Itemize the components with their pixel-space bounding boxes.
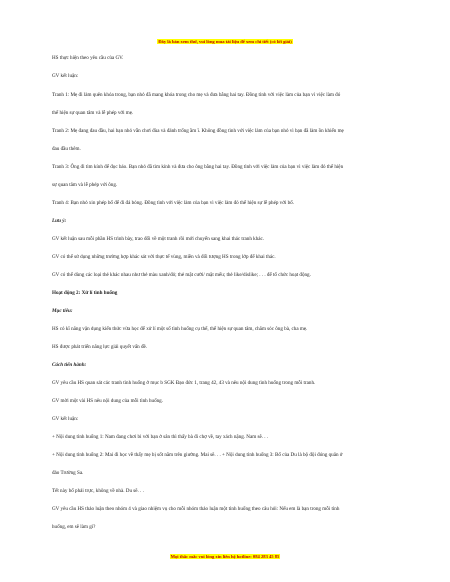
paragraph: GV kết luận:	[52, 416, 79, 422]
preview-notice-banner	[0, 30, 450, 48]
hotline-text: Mọi thắc mắc vui lòng xin liên hệ hotline: 084 283 45 85	[170, 554, 280, 559]
note-heading: Lưu ý:	[52, 218, 67, 224]
paragraph: + Nội dung tình huống 1: Nam đang chơi bi với bạn ở sân thì thấy bà đi chợ về, tay xách nặng. Nam sẽ. . .	[52, 434, 269, 440]
paragraph: HS được phát triển năng lực giải quyết vấn đề.	[52, 344, 148, 350]
paragraph-line: thể hiện sự quan tâm và lễ phép với mẹ.	[52, 110, 134, 116]
paragraph-line: Tranh 1: Mẹ đi làm quên khóa trong, bạn nhỏ đã mang khóa trong cho mẹ và đưa bằng hai tay. Đồng tình với việc làm của bạn vì việc làm đó	[52, 92, 341, 98]
paragraph-line: GV yêu cầu HS thảo luận theo nhóm 4 và giao nhiệm vụ cho mỗi nhóm thảo luận một tình huống theo câu hỏi: Nếu em là bạn trong mỗi tình	[52, 506, 340, 512]
paragraph-line: huống, em sẽ làm gì?	[52, 524, 96, 530]
paragraph-line: Tranh 2: Mẹ đang đau đầu, hai bạn nhỏ vẫn chơi đùa và đánh trống ầm ĩ. Không đồng tình với việc làm của bạn nhỏ vì bạn đã làm ồn khiến mẹ	[52, 128, 344, 134]
method-heading: Cách tiến hành:	[52, 362, 87, 368]
paragraph-line: đau đầu thêm.	[52, 146, 81, 152]
paragraph: GV kết luận:	[52, 73, 79, 79]
objective-heading: Mục tiêu:	[52, 308, 73, 314]
hotline-banner	[0, 545, 450, 563]
paragraph: GV kết luận sau mỗi phần HS trình bày, trao đổi về một tranh rồi mới chuyển sang khai thác tranh khác.	[52, 236, 265, 242]
paragraph-line: + Nội dung tình huống 2: Mai đi học về thấy mẹ bị sốt nằm trên giường. Mai sẽ. . . + Nội dung tình huống 3: Bố của Du là bộ đội đóng quân ở	[52, 452, 343, 458]
paragraph: HS thực hiện theo yêu cầu của GV.	[52, 55, 124, 61]
paragraph: GV có thể sử dụng những trường hợp khác sát với thực tế vùng, miền và đối tượng HS trong lớp để khai thác.	[52, 254, 276, 260]
paragraph-line: đảo Trường Sa.	[52, 470, 84, 476]
paragraph: Tết này bố phải trực, không về nhà. Du sẽ. . .	[52, 488, 144, 494]
paragraph: HS có kĩ năng vận dụng kiến thức vừa học để xử lí một số tình huống cụ thể, thể hiện sự quan tâm, chăm sóc ông bà, cha mẹ.	[52, 326, 308, 332]
paragraph-line: Tranh 3: Ông đi tìm kính để đọc báo. Bạn nhỏ đã tìm kính và đưa cho ông bằng hai tay. Đồng tình với việc làm của bạn vì việc làm đó thể hiện	[52, 164, 344, 170]
paragraph: GV có thể dùng các loại thẻ khác nhau như thẻ màu xanh/đỏ; thẻ mặt cười/ mặt mếu; thẻ like/dislike; . . . để tổ chức hoạt động.	[52, 272, 311, 278]
paragraph-line: sự quan tâm và lễ phép với ông.	[52, 182, 118, 188]
paragraph: GV mời một vài HS nêu nội dung của mỗi tình huống.	[52, 398, 163, 404]
paragraph: GV yêu cầu HS quan sát các tranh tình huống ở mục b SGK Đạo đức 1, trang 42, 43 và nêu nội dung tình huống trong mỗi tranh.	[52, 380, 316, 386]
activity-heading: Hoạt động 2: Xử lí tình huống	[52, 290, 118, 296]
preview-notice-text: Đây là bản xem thử, vui lòng mua tài liệu để xem chi tiết (có lời giải)	[158, 39, 292, 44]
paragraph: Tranh 4: Bạn nhỏ xin phép bố để đi đá bóng. Đồng tình với việc làm của bạn vì việc làm đó thể hiện sự lễ phép với bố.	[52, 200, 294, 206]
